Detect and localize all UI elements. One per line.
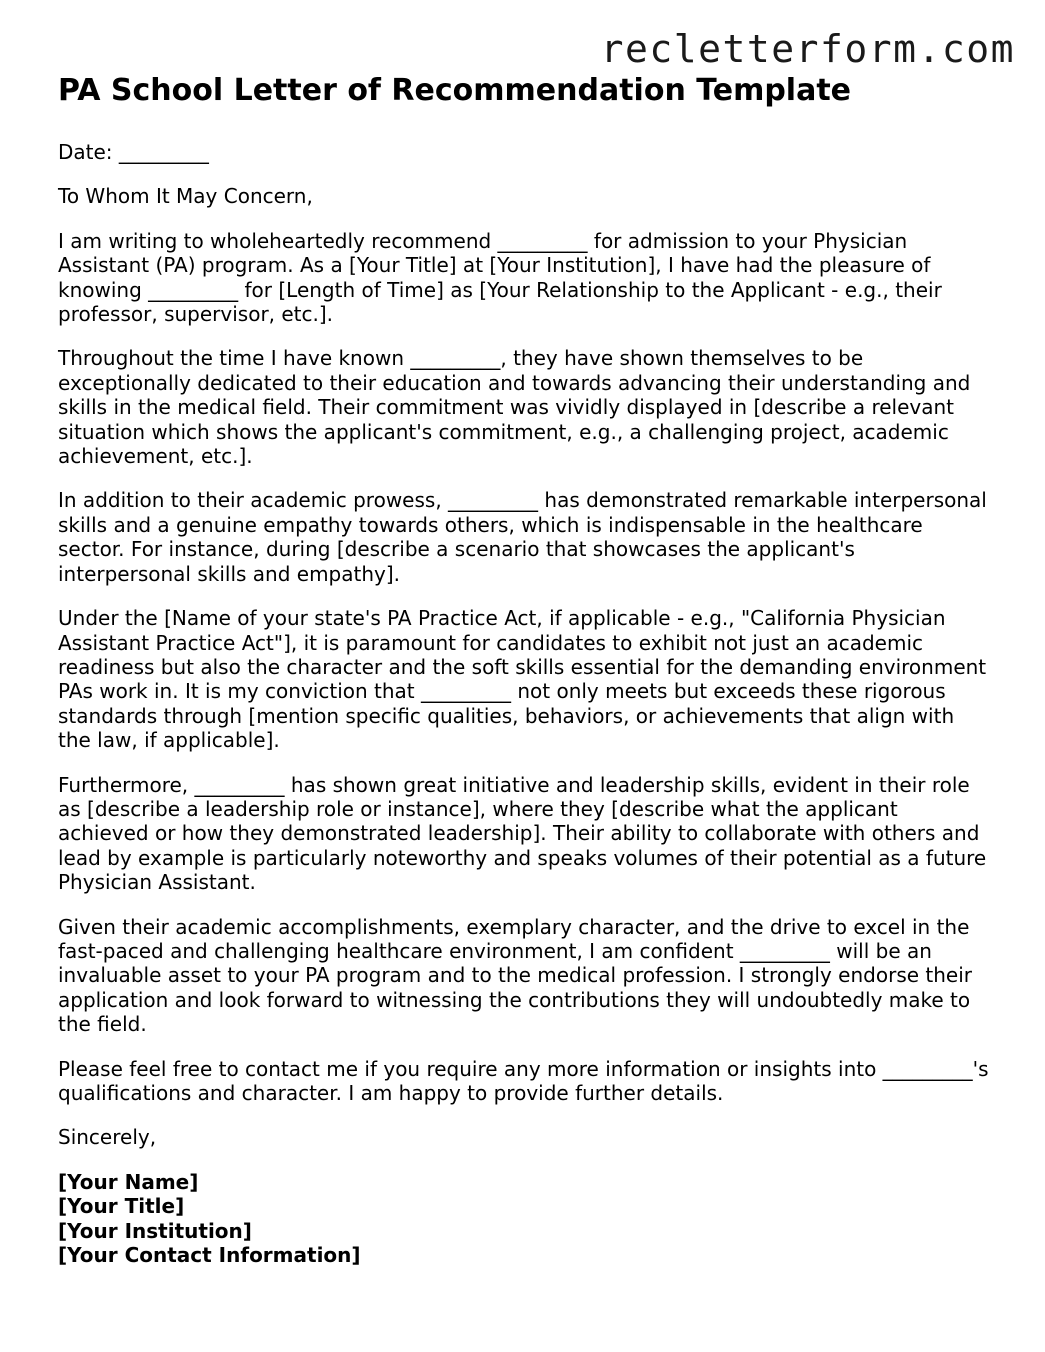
letter-page xyxy=(58,72,993,1267)
signature-block xyxy=(58,1170,993,1268)
paragraph-dedication: Throughout the time I have known _________, they have shown themselves to be exceptionally dedicated to their education and towards advancing their understanding and skills in the medical field. Their commitment was vividly displayed in [describe a relevant situation which shows the applicant's commitment, e.g., a challenging project, academic achievement, etc.]. xyxy=(58,346,971,469)
document-title: PA School Letter of Recommendation Template xyxy=(58,73,852,108)
paragraph-leadership: Furthermore, _________ has shown great initiative and leadership skills, evident in their role as [describe a leadership role or instance], where they [describe what the applicant achieved or how they demonstrated leadership]. Their ability to collaborate with others and lead by example is particularly noteworthy and speaks volumes of their potential as a future Physician Assistant. xyxy=(58,772,987,895)
signature-title: [Your Title] xyxy=(58,1194,185,1219)
signature-institution: [Your Institution] xyxy=(58,1218,252,1243)
paragraph-intro: I am writing to wholeheartedly recommend _________ for admission to your Physician Assistant (PA) program. As a [Your Title] at [Your Institution], I have had the pleasure of knowing _________ for [Length of Time] as [Your Relationship to the Applicant - e.g., their professor, supervisor, etc.]. xyxy=(58,228,942,327)
paragraph-contact: Please feel free to contact me if you require any more information or insights into _________'s qualifications and character. I am happy to provide further details. xyxy=(58,1056,989,1105)
paragraph-practice-act: Under the [Name of your state's PA Practice Act, if applicable - e.g., "California Physician Assistant Practice Act"], it is paramount for candidates to exhibit not just an academic readiness but also the character and the soft skills essential for the demanding environment PAs work in. It is my conviction that _________ not only meets but exceeds these rigorous standards through [mention specific qualities, behaviors, or achievements that align with the law, if applicable]. xyxy=(58,606,987,753)
closing: Sincerely, xyxy=(58,1125,157,1150)
signature-name: [Your Name] xyxy=(58,1169,199,1194)
signature-contact: [Your Contact Information] xyxy=(58,1243,361,1268)
paragraph-endorsement: Given their academic accomplishments, exemplary character, and the drive to excel in the fast-paced and challenging healthcare environment, I am confident _________ will be an invaluable asset to your PA program and to the medical profession. I strongly endorse their application and look forward to witnessing the contributions they will undoubtedly make to the field. xyxy=(58,914,973,1037)
paragraph-interpersonal: In addition to their academic prowess, _________ has demonstrated remarkable interpersonal skills and a genuine empathy towards others, which is indispensable in the healthcare sector. For instance, during [describe a scenario that showcases the applicant's interpersonal skills and empathy]. xyxy=(58,488,987,586)
watermark-text: recletterform.com xyxy=(600,27,1015,71)
salutation: To Whom It May Concern, xyxy=(58,184,313,209)
date-line: Date: _________ xyxy=(58,140,209,164)
